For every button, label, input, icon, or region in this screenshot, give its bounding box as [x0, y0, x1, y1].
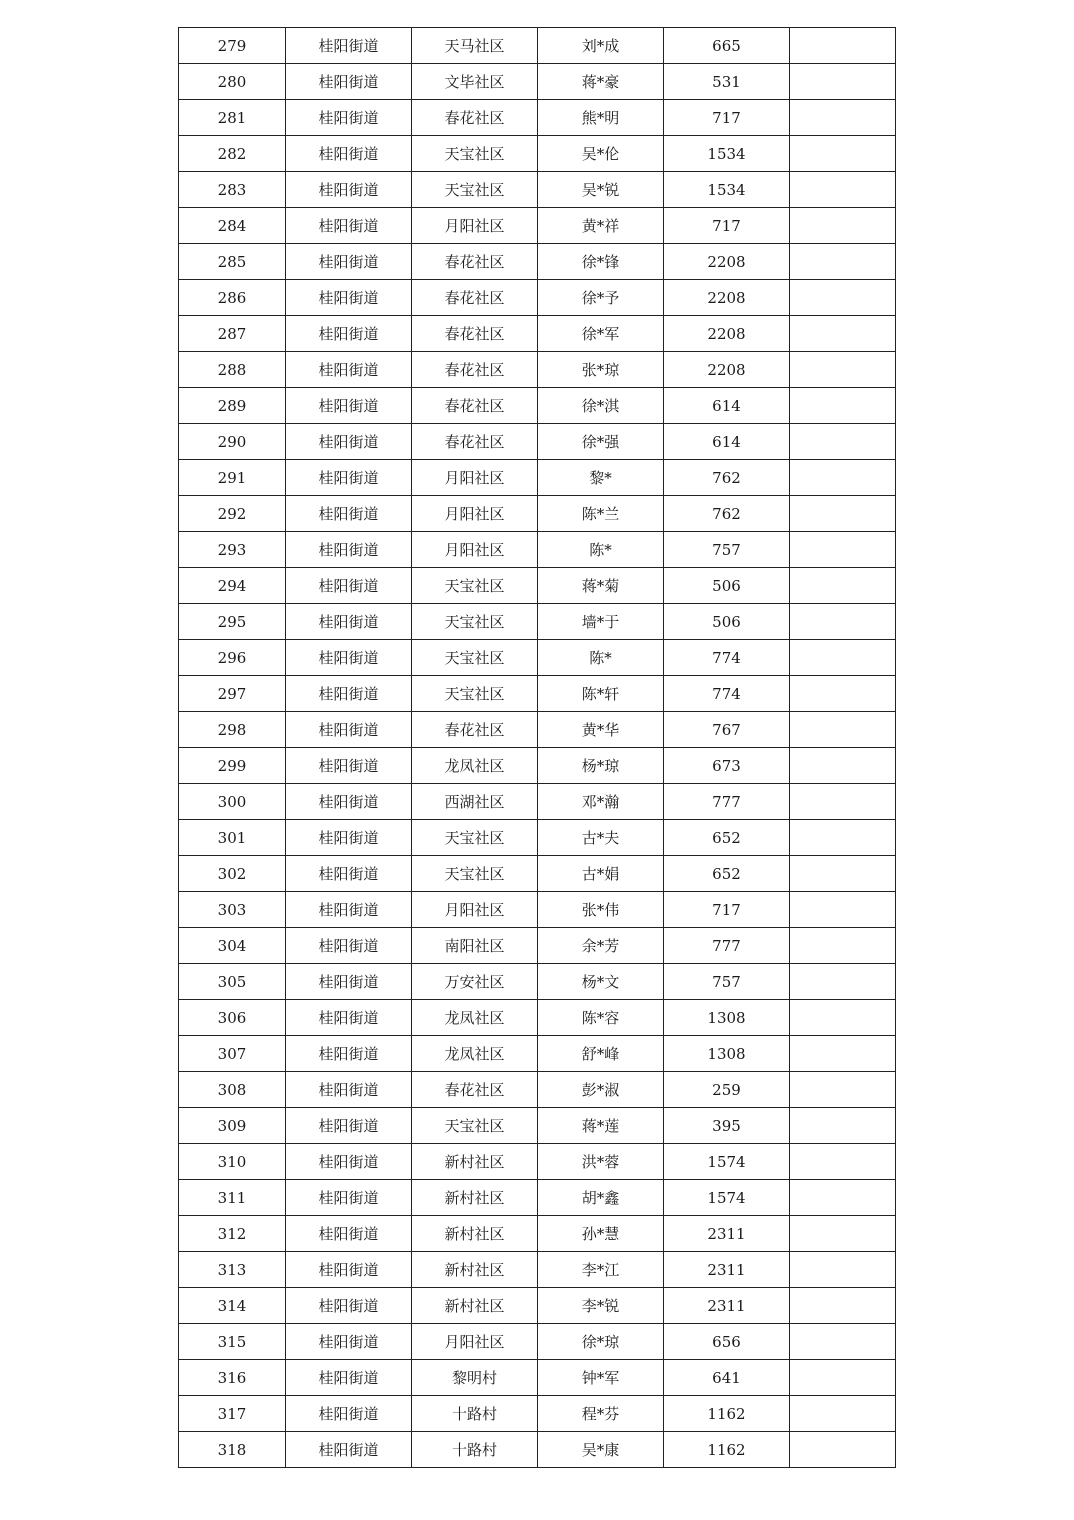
amount-cell: 774 — [664, 640, 790, 676]
row-number-cell: 291 — [179, 460, 286, 496]
note-cell — [790, 820, 896, 856]
table-row — [179, 856, 896, 892]
note-cell — [790, 1000, 896, 1036]
street-cell: 桂阳街道 — [286, 316, 412, 352]
row-number-cell: 316 — [179, 1360, 286, 1396]
row-number-cell: 314 — [179, 1288, 286, 1324]
street-cell: 桂阳街道 — [286, 244, 412, 280]
community-cell: 月阳社区 — [412, 496, 538, 532]
table-row — [179, 28, 896, 64]
street-cell: 桂阳街道 — [286, 208, 412, 244]
amount-cell: 2208 — [664, 244, 790, 280]
community-cell: 天宝社区 — [412, 172, 538, 208]
row-number-cell: 315 — [179, 1324, 286, 1360]
name-cell: 胡*鑫 — [538, 1180, 664, 1216]
table-row — [179, 1036, 896, 1072]
note-cell — [790, 1396, 896, 1432]
amount-cell: 656 — [664, 1324, 790, 1360]
street-cell: 桂阳街道 — [286, 388, 412, 424]
row-number-cell: 309 — [179, 1108, 286, 1144]
amount-cell: 1308 — [664, 1036, 790, 1072]
amount-cell: 762 — [664, 460, 790, 496]
name-cell: 古*娟 — [538, 856, 664, 892]
table-row — [179, 244, 896, 280]
name-cell: 杨*文 — [538, 964, 664, 1000]
note-cell — [790, 1216, 896, 1252]
note-cell — [790, 532, 896, 568]
row-number-cell: 306 — [179, 1000, 286, 1036]
row-number-cell: 311 — [179, 1180, 286, 1216]
table-row — [179, 352, 896, 388]
note-cell — [790, 856, 896, 892]
amount-cell: 774 — [664, 676, 790, 712]
table-row — [179, 1072, 896, 1108]
name-cell: 邓*瀚 — [538, 784, 664, 820]
amount-cell: 641 — [664, 1360, 790, 1396]
name-cell: 吴*伦 — [538, 136, 664, 172]
name-cell: 余*芳 — [538, 928, 664, 964]
community-cell: 天宝社区 — [412, 604, 538, 640]
name-cell: 徐*军 — [538, 316, 664, 352]
community-cell: 春花社区 — [412, 280, 538, 316]
row-number-cell: 303 — [179, 892, 286, 928]
row-number-cell: 297 — [179, 676, 286, 712]
name-cell: 吴*锐 — [538, 172, 664, 208]
row-number-cell: 305 — [179, 964, 286, 1000]
row-number-cell: 295 — [179, 604, 286, 640]
community-cell: 文毕社区 — [412, 64, 538, 100]
street-cell: 桂阳街道 — [286, 964, 412, 1000]
street-cell: 桂阳街道 — [286, 1108, 412, 1144]
row-number-cell: 293 — [179, 532, 286, 568]
street-cell: 桂阳街道 — [286, 1036, 412, 1072]
note-cell — [790, 1324, 896, 1360]
amount-cell: 1534 — [664, 136, 790, 172]
street-cell: 桂阳街道 — [286, 1072, 412, 1108]
community-cell: 新村社区 — [412, 1216, 538, 1252]
table-row — [179, 1396, 896, 1432]
note-cell — [790, 748, 896, 784]
street-cell: 桂阳街道 — [286, 712, 412, 748]
note-cell — [790, 568, 896, 604]
name-cell: 陈* — [538, 640, 664, 676]
street-cell: 桂阳街道 — [286, 280, 412, 316]
community-cell: 春花社区 — [412, 424, 538, 460]
street-cell: 桂阳街道 — [286, 532, 412, 568]
amount-cell: 2208 — [664, 316, 790, 352]
name-cell: 张*琼 — [538, 352, 664, 388]
street-cell: 桂阳街道 — [286, 892, 412, 928]
community-cell: 月阳社区 — [412, 892, 538, 928]
community-cell: 十路村 — [412, 1432, 538, 1468]
note-cell — [790, 136, 896, 172]
note-cell — [790, 1432, 896, 1468]
community-cell: 龙凤社区 — [412, 1000, 538, 1036]
street-cell: 桂阳街道 — [286, 1252, 412, 1288]
note-cell — [790, 1288, 896, 1324]
name-cell: 李*江 — [538, 1252, 664, 1288]
amount-cell: 762 — [664, 496, 790, 532]
amount-cell: 2311 — [664, 1252, 790, 1288]
street-cell: 桂阳街道 — [286, 64, 412, 100]
amount-cell: 2208 — [664, 280, 790, 316]
row-number-cell: 288 — [179, 352, 286, 388]
street-cell: 桂阳街道 — [286, 748, 412, 784]
community-cell: 春花社区 — [412, 352, 538, 388]
row-number-cell: 281 — [179, 100, 286, 136]
community-cell: 天马社区 — [412, 28, 538, 64]
amount-cell: 777 — [664, 928, 790, 964]
note-cell — [790, 604, 896, 640]
amount-cell: 717 — [664, 892, 790, 928]
table-row — [179, 1144, 896, 1180]
name-cell: 徐*锋 — [538, 244, 664, 280]
table-row — [179, 532, 896, 568]
note-cell — [790, 892, 896, 928]
row-number-cell: 300 — [179, 784, 286, 820]
table-row — [179, 424, 896, 460]
community-cell: 新村社区 — [412, 1144, 538, 1180]
note-cell — [790, 28, 896, 64]
table-row — [179, 1180, 896, 1216]
row-number-cell: 313 — [179, 1252, 286, 1288]
note-cell — [790, 964, 896, 1000]
table-row — [179, 172, 896, 208]
name-cell: 黎* — [538, 460, 664, 496]
row-number-cell: 301 — [179, 820, 286, 856]
amount-cell: 506 — [664, 604, 790, 640]
note-cell — [790, 460, 896, 496]
street-cell: 桂阳街道 — [286, 496, 412, 532]
street-cell: 桂阳街道 — [286, 568, 412, 604]
name-cell: 程*芬 — [538, 1396, 664, 1432]
community-cell: 春花社区 — [412, 100, 538, 136]
row-number-cell: 286 — [179, 280, 286, 316]
row-number-cell: 287 — [179, 316, 286, 352]
row-number-cell: 289 — [179, 388, 286, 424]
amount-cell: 395 — [664, 1108, 790, 1144]
table-row — [179, 64, 896, 100]
row-number-cell: 298 — [179, 712, 286, 748]
street-cell: 桂阳街道 — [286, 1216, 412, 1252]
table-row — [179, 1288, 896, 1324]
row-number-cell: 310 — [179, 1144, 286, 1180]
table-row — [179, 100, 896, 136]
name-cell: 孙*慧 — [538, 1216, 664, 1252]
row-number-cell: 294 — [179, 568, 286, 604]
street-cell: 桂阳街道 — [286, 1324, 412, 1360]
name-cell: 徐*强 — [538, 424, 664, 460]
note-cell — [790, 1360, 896, 1396]
amount-cell: 1574 — [664, 1144, 790, 1180]
amount-cell: 1534 — [664, 172, 790, 208]
street-cell: 桂阳街道 — [286, 640, 412, 676]
community-cell: 天宝社区 — [412, 1108, 538, 1144]
amount-cell: 1308 — [664, 1000, 790, 1036]
community-cell: 龙凤社区 — [412, 748, 538, 784]
street-cell: 桂阳街道 — [286, 1000, 412, 1036]
table-row — [179, 496, 896, 532]
table-row — [179, 640, 896, 676]
note-cell — [790, 640, 896, 676]
note-cell — [790, 244, 896, 280]
street-cell: 桂阳街道 — [286, 28, 412, 64]
amount-cell: 665 — [664, 28, 790, 64]
note-cell — [790, 352, 896, 388]
community-cell: 天宝社区 — [412, 568, 538, 604]
name-cell: 陈*兰 — [538, 496, 664, 532]
street-cell: 桂阳街道 — [286, 460, 412, 496]
table-row — [179, 604, 896, 640]
community-cell: 黎明村 — [412, 1360, 538, 1396]
note-cell — [790, 64, 896, 100]
row-number-cell: 285 — [179, 244, 286, 280]
community-cell: 月阳社区 — [412, 208, 538, 244]
community-cell: 天宝社区 — [412, 640, 538, 676]
amount-cell: 614 — [664, 388, 790, 424]
community-cell: 春花社区 — [412, 316, 538, 352]
name-cell: 吴*康 — [538, 1432, 664, 1468]
community-cell: 天宝社区 — [412, 856, 538, 892]
community-cell: 十路村 — [412, 1396, 538, 1432]
amount-cell: 1162 — [664, 1432, 790, 1468]
community-cell: 春花社区 — [412, 244, 538, 280]
table-row — [179, 568, 896, 604]
name-cell: 古*夫 — [538, 820, 664, 856]
amount-cell: 2311 — [664, 1288, 790, 1324]
amount-cell: 259 — [664, 1072, 790, 1108]
name-cell: 熊*明 — [538, 100, 664, 136]
name-cell: 蒋*菊 — [538, 568, 664, 604]
amount-cell: 614 — [664, 424, 790, 460]
row-number-cell: 304 — [179, 928, 286, 964]
name-cell: 黄*华 — [538, 712, 664, 748]
row-number-cell: 302 — [179, 856, 286, 892]
community-cell: 月阳社区 — [412, 460, 538, 496]
community-cell: 月阳社区 — [412, 532, 538, 568]
row-number-cell: 292 — [179, 496, 286, 532]
row-number-cell: 307 — [179, 1036, 286, 1072]
table-row — [179, 460, 896, 496]
note-cell — [790, 1180, 896, 1216]
street-cell: 桂阳街道 — [286, 1396, 412, 1432]
note-cell — [790, 172, 896, 208]
table-row — [179, 1360, 896, 1396]
table-row — [179, 1000, 896, 1036]
name-cell: 舒*峰 — [538, 1036, 664, 1072]
amount-cell: 531 — [664, 64, 790, 100]
amount-cell: 757 — [664, 532, 790, 568]
name-cell: 杨*琼 — [538, 748, 664, 784]
table-body — [179, 28, 896, 1468]
street-cell: 桂阳街道 — [286, 136, 412, 172]
note-cell — [790, 676, 896, 712]
row-number-cell: 317 — [179, 1396, 286, 1432]
name-cell: 张*伟 — [538, 892, 664, 928]
note-cell — [790, 1108, 896, 1144]
amount-cell: 673 — [664, 748, 790, 784]
community-cell: 天宝社区 — [412, 676, 538, 712]
note-cell — [790, 388, 896, 424]
name-cell: 黄*祥 — [538, 208, 664, 244]
amount-cell: 767 — [664, 712, 790, 748]
note-cell — [790, 208, 896, 244]
name-cell: 蒋*豪 — [538, 64, 664, 100]
name-cell: 墙*于 — [538, 604, 664, 640]
note-cell — [790, 424, 896, 460]
table-row — [179, 388, 896, 424]
community-cell: 南阳社区 — [412, 928, 538, 964]
street-cell: 桂阳街道 — [286, 1288, 412, 1324]
amount-cell: 1574 — [664, 1180, 790, 1216]
name-cell: 陈* — [538, 532, 664, 568]
street-cell: 桂阳街道 — [286, 820, 412, 856]
amount-cell: 717 — [664, 100, 790, 136]
table-row — [179, 892, 896, 928]
street-cell: 桂阳街道 — [286, 676, 412, 712]
table-row — [179, 1216, 896, 1252]
note-cell — [790, 280, 896, 316]
community-cell: 天宝社区 — [412, 820, 538, 856]
amount-cell: 506 — [664, 568, 790, 604]
note-cell — [790, 928, 896, 964]
community-cell: 新村社区 — [412, 1252, 538, 1288]
note-cell — [790, 784, 896, 820]
note-cell — [790, 712, 896, 748]
table-row — [179, 208, 896, 244]
table-row — [179, 784, 896, 820]
amount-cell: 652 — [664, 820, 790, 856]
street-cell: 桂阳街道 — [286, 784, 412, 820]
row-number-cell: 318 — [179, 1432, 286, 1468]
name-cell: 徐*琼 — [538, 1324, 664, 1360]
name-cell: 李*锐 — [538, 1288, 664, 1324]
table-row — [179, 1108, 896, 1144]
community-cell: 新村社区 — [412, 1180, 538, 1216]
amount-cell: 777 — [664, 784, 790, 820]
community-cell: 月阳社区 — [412, 1324, 538, 1360]
street-cell: 桂阳街道 — [286, 856, 412, 892]
row-number-cell: 312 — [179, 1216, 286, 1252]
note-cell — [790, 316, 896, 352]
name-cell: 刘*成 — [538, 28, 664, 64]
name-cell: 陈*轩 — [538, 676, 664, 712]
table-row — [179, 676, 896, 712]
name-cell: 陈*容 — [538, 1000, 664, 1036]
community-cell: 春花社区 — [412, 712, 538, 748]
community-cell: 万安社区 — [412, 964, 538, 1000]
table-row — [179, 748, 896, 784]
name-cell: 彭*淑 — [538, 1072, 664, 1108]
community-cell: 天宝社区 — [412, 136, 538, 172]
table-row — [179, 1432, 896, 1468]
street-cell: 桂阳街道 — [286, 1360, 412, 1396]
table-row — [179, 712, 896, 748]
note-cell — [790, 1072, 896, 1108]
note-cell — [790, 1144, 896, 1180]
note-cell — [790, 496, 896, 532]
community-cell: 龙凤社区 — [412, 1036, 538, 1072]
street-cell: 桂阳街道 — [286, 928, 412, 964]
community-cell: 春花社区 — [412, 388, 538, 424]
street-cell: 桂阳街道 — [286, 100, 412, 136]
name-cell: 徐*予 — [538, 280, 664, 316]
note-cell — [790, 1252, 896, 1288]
row-number-cell: 290 — [179, 424, 286, 460]
table-row — [179, 964, 896, 1000]
data-table — [178, 27, 896, 1468]
amount-cell: 652 — [664, 856, 790, 892]
row-number-cell: 283 — [179, 172, 286, 208]
street-cell: 桂阳街道 — [286, 1180, 412, 1216]
note-cell — [790, 100, 896, 136]
table-row — [179, 820, 896, 856]
row-number-cell: 282 — [179, 136, 286, 172]
community-cell: 春花社区 — [412, 1072, 538, 1108]
name-cell: 洪*蓉 — [538, 1144, 664, 1180]
community-cell: 西湖社区 — [412, 784, 538, 820]
row-number-cell: 296 — [179, 640, 286, 676]
table-row — [179, 136, 896, 172]
row-number-cell: 279 — [179, 28, 286, 64]
street-cell: 桂阳街道 — [286, 172, 412, 208]
row-number-cell: 299 — [179, 748, 286, 784]
street-cell: 桂阳街道 — [286, 1432, 412, 1468]
amount-cell: 717 — [664, 208, 790, 244]
row-number-cell: 284 — [179, 208, 286, 244]
name-cell: 徐*淇 — [538, 388, 664, 424]
amount-cell: 2208 — [664, 352, 790, 388]
community-cell: 新村社区 — [412, 1288, 538, 1324]
name-cell: 钟*军 — [538, 1360, 664, 1396]
name-cell: 蒋*莲 — [538, 1108, 664, 1144]
table-row — [179, 280, 896, 316]
street-cell: 桂阳街道 — [286, 1144, 412, 1180]
table-row — [179, 1252, 896, 1288]
amount-cell: 2311 — [664, 1216, 790, 1252]
street-cell: 桂阳街道 — [286, 352, 412, 388]
row-number-cell: 280 — [179, 64, 286, 100]
table-row — [179, 928, 896, 964]
note-cell — [790, 1036, 896, 1072]
table-row — [179, 316, 896, 352]
row-number-cell: 308 — [179, 1072, 286, 1108]
amount-cell: 757 — [664, 964, 790, 1000]
table-row — [179, 1324, 896, 1360]
street-cell: 桂阳街道 — [286, 604, 412, 640]
street-cell: 桂阳街道 — [286, 424, 412, 460]
amount-cell: 1162 — [664, 1396, 790, 1432]
